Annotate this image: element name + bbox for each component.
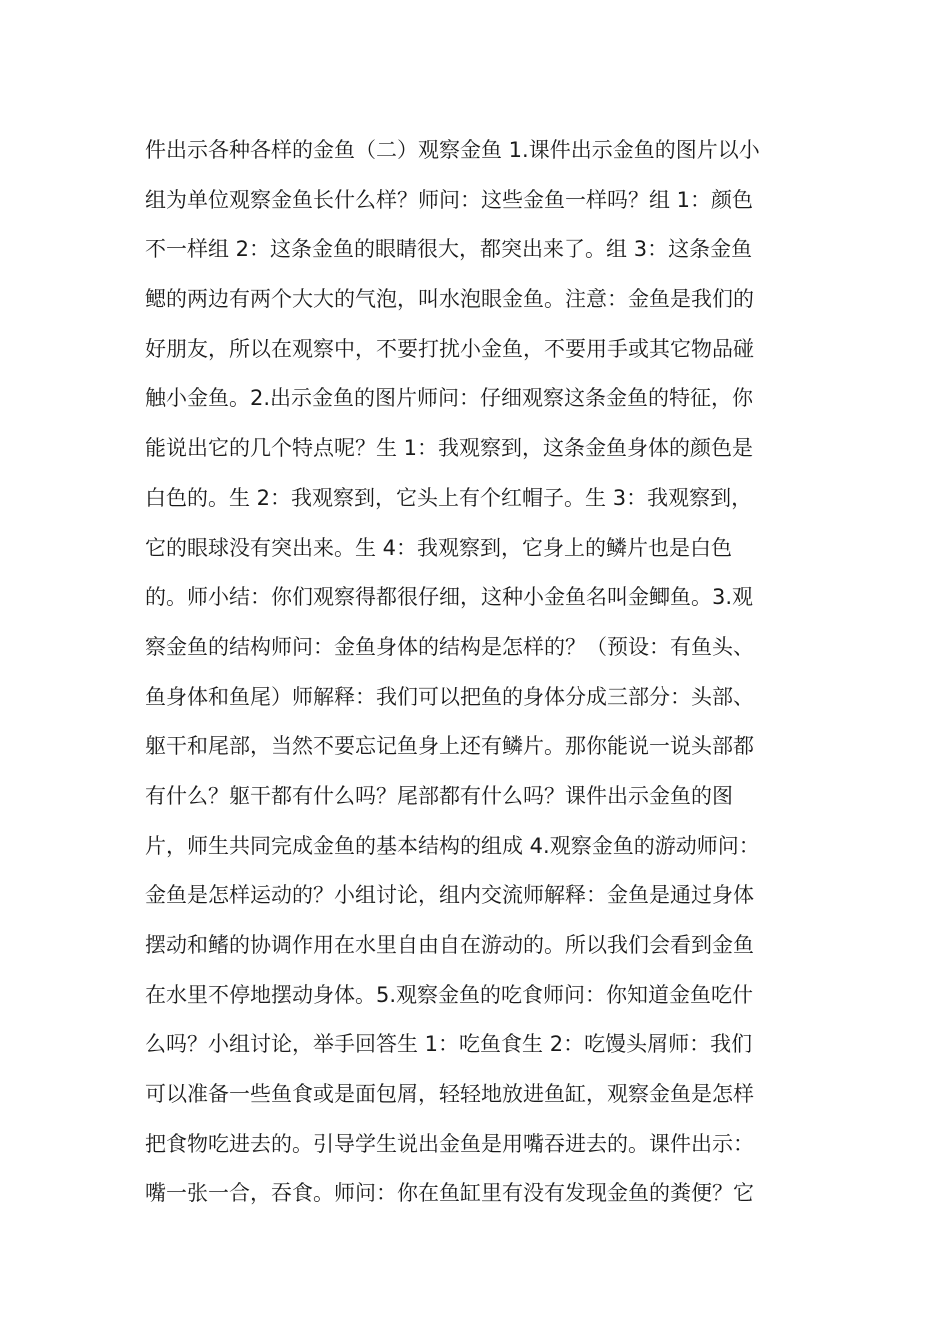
text-line: 片，师生共同完成金鱼的基本结构的组成 4.观察金鱼的游动师问：: [145, 833, 760, 858]
text-line: 它的眼球没有突出来。生 4：我观察到，它身上的鳞片也是白色: [145, 535, 733, 560]
text-line: 察金鱼的结构师问：金鱼身体的结构是怎样的？（预设：有鱼头、: [145, 634, 754, 659]
text-line: 嘴一张一合，吞食。师问：你在鱼缸里有没有发现金鱼的粪便？它: [145, 1181, 754, 1206]
text-line: 摆动和鳍的协调作用在水里自由自在游动的。所以我们会看到金鱼: [145, 933, 754, 957]
text-line: 可以准备一些鱼食或是面包屑，轻轻地放进鱼缸，观察金鱼是怎样: [145, 1082, 754, 1107]
text-line: 把食物吃进去的。引导学生说出金鱼是用嘴吞进去的。课件出示：: [145, 1131, 754, 1156]
text-line: 白色的。生 2：我观察到，它头上有个红帽子。生 3：我观察到，: [145, 485, 753, 510]
text-line: 鳃的两边有两个大大的气泡，叫水泡眼金鱼。注意：金鱼是我们的: [145, 287, 754, 312]
text-line: 有什么？躯干都有什么吗？尾部都有什么吗？课件出示金鱼的图: [145, 783, 733, 808]
text-line: 好朋友，所以在观察中，不要打扰小金鱼，不要用手或其它物品碰: [145, 336, 754, 361]
text-line: 能说出它的几个特点呢？生 1：我观察到，这条金鱼身体的颜色是: [145, 436, 754, 461]
text-line: 在水里不停地摆动身体。5.观察金鱼的吃食师问：你知道金鱼吃什: [145, 982, 754, 1007]
text-line: 不一样组 2：这条金鱼的眼睛很大，都突出来了。组 3：这条金鱼: [145, 237, 753, 262]
text-line: 组为单位观察金鱼长什么样？师问：这些金鱼一样吗？组 1：颜色: [145, 187, 754, 212]
text-line: 躯干和尾部，当然不要忘记鱼身上还有鳞片。那你能说一说头部都: [145, 734, 754, 759]
text-line: 触小金鱼。2.出示金鱼的图片师问：仔细观察这条金鱼的特征，你: [145, 386, 754, 411]
text-line: 鱼身体和鱼尾）师解释：我们可以把鱼的身体分成三部分：头部、: [145, 684, 754, 709]
text-line: 金鱼是怎样运动的？小组讨论，组内交流师解释：金鱼是通过身体: [145, 883, 754, 908]
text-line: 么吗？小组讨论，举手回答生 1：吃鱼食生 2：吃馒头屑师：我们: [145, 1032, 753, 1057]
text-line: 的。师小结：你们观察得都很仔细，这种小金鱼名叫金鲫鱼。3.观: [145, 585, 754, 610]
text-line: 件出示各种各样的金鱼（二）观察金鱼 1.课件出示金鱼的图片以小: [145, 138, 760, 162]
body-text: [145, 126, 810, 1219]
